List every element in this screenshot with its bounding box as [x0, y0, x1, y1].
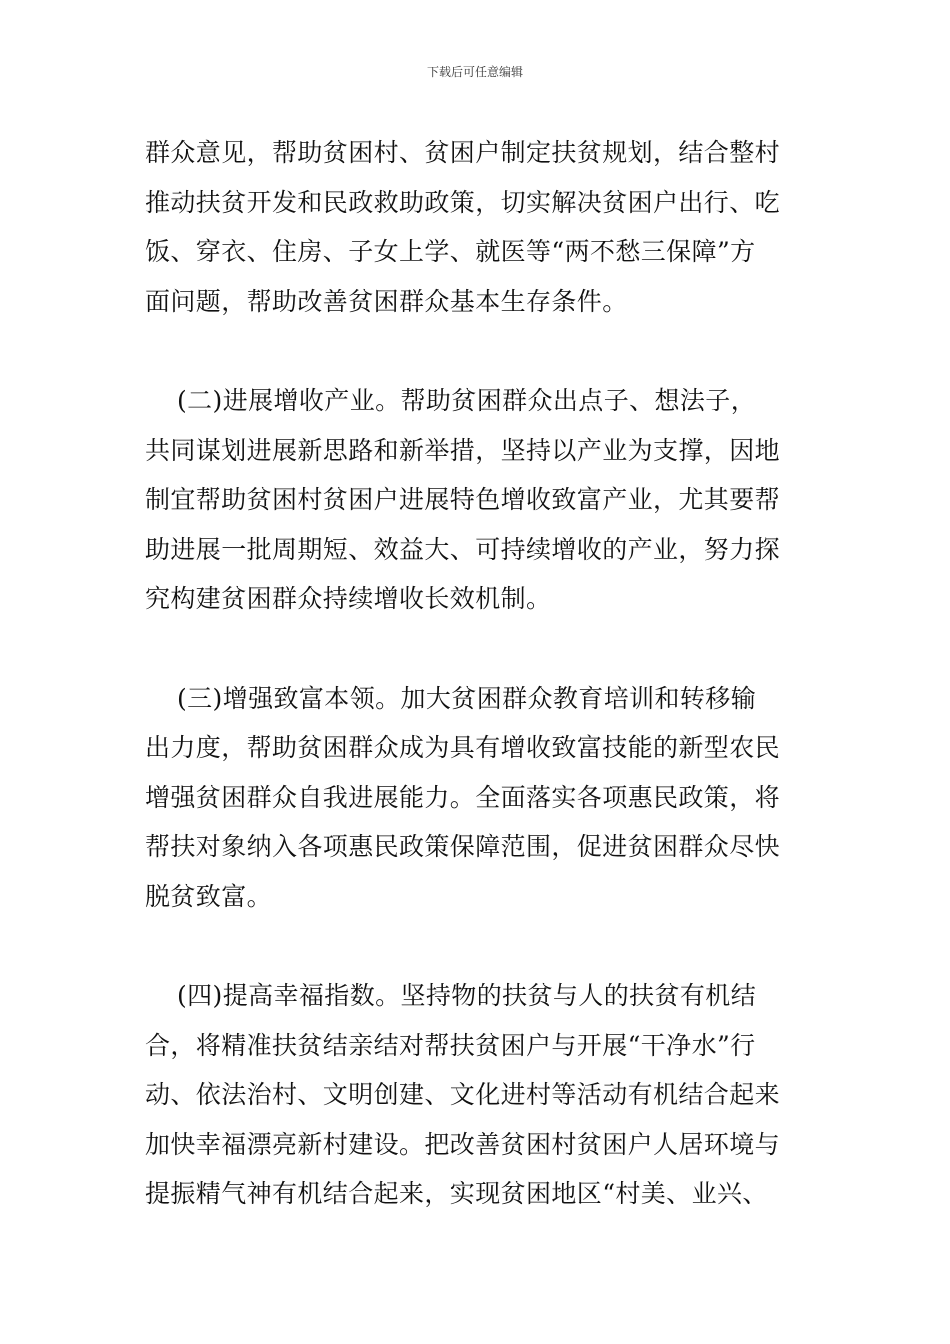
- paragraph-3: [145, 674, 810, 922]
- paragraph-line: 究构建贫困群众持续增收长效机制。: [145, 584, 552, 613]
- paragraph-line: 饭、穿衣、住房、子女上学、就医等“两不愁三保障”方: [145, 237, 756, 266]
- paragraph-line: 动、依法治村、文明创建、文化进村等活动有机结合起来: [145, 1080, 781, 1109]
- paragraph-line: 出力度，帮助贫困群众成为具有增收致富技能的新型农民: [145, 733, 781, 762]
- paragraph-line: 加快幸福漂亮新村建设。把改善贫困村贫困户人居环境与: [145, 1129, 781, 1159]
- page-header: 下载后可任意编辑: [426, 65, 523, 79]
- paragraph-line: (三)增强致富本领。加大贫困群众教育培训和转移输: [177, 683, 757, 713]
- document-body: [145, 128, 810, 1219]
- paragraph-line: 制宜帮助贫困村贫困户进展特色增收致富产业，尤其要帮: [145, 485, 781, 514]
- paragraph-line: 群众意见，帮助贫困村、贫困户制定扶贫规划，结合整村: [145, 138, 781, 167]
- paragraph-spacer: [145, 921, 810, 971]
- paragraph-spacer: [145, 326, 810, 376]
- paragraph-2: [145, 376, 810, 624]
- paragraph-spacer: [145, 624, 810, 674]
- paragraph-line: 合，将精准扶贫结亲结对帮扶贫困户与开展“干净水”行: [145, 1030, 756, 1060]
- paragraph-line: 提振精气神有机结合起来，实现贫困地区“村美、业兴、: [145, 1179, 768, 1208]
- paragraph-line: 脱贫致富。: [145, 881, 273, 911]
- paragraph-4: [145, 971, 810, 1219]
- paragraph-line: (四)提高幸福指数。坚持物的扶贫与人的扶贫有机结: [177, 981, 757, 1010]
- paragraph-line: 助进展一批周期短、效益大、可持续增收的产业，努力探: [145, 534, 781, 564]
- paragraph-line: 面问题，帮助改善贫困群众基本生存条件。: [145, 286, 628, 316]
- paragraph-line: 帮扶对象纳入各项惠民政策保障范围，促进贫困群众尽快: [145, 832, 781, 861]
- paragraph-line: (二)进展增收产业。帮助贫困群众出点子、想法子，: [177, 386, 757, 415]
- paragraph-1: [145, 128, 810, 326]
- paragraph-line: 推动扶贫开发和民政救助政策，切实解决贫困户出行、吃: [145, 187, 781, 217]
- paragraph-line: 共同谋划进展新思路和新举措，坚持以产业为支撑，因地: [145, 435, 781, 465]
- paragraph-line: 增强贫困群众自我进展能力。全面落实各项惠民政策，将: [145, 782, 781, 812]
